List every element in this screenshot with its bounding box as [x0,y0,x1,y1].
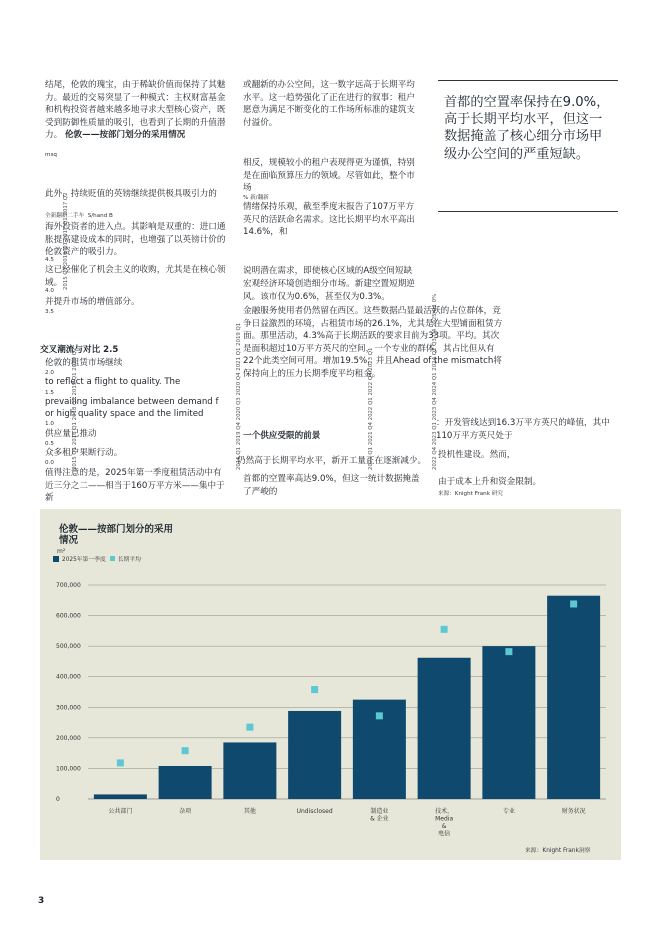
col1-paragraph-1: 结尾，伦敦的瑰宝，由于稀缺价值而保持了其魅力。最近的交易突显了一种模式：主权财富基金和机构投资者越来越多地寻求大型核心资产，既受到防御性质量的吸引，也看到了长期的升值潜力。 伦敦——按部门划分的采用情况 [45,80,226,141]
x-tick-label: & [441,823,447,830]
col1-ytick-05: 0.5 [45,441,54,447]
x-tick-label: Media [435,815,454,823]
quote-bottom-rule [438,211,618,212]
x-tick-label: 电信 [438,830,451,838]
col2-paragraph-5: 宏观经济环境创造细分市场。新建空置短期逆风。该市仅为0.6%，甚至仅为0.3%。 [243,279,415,302]
average-marker [376,712,383,719]
x-tick-label: 专业 [502,808,515,815]
col1-paragraph-9: 值得注意的是，2025年第一季度租赁活动中有近三分之二——相当于160万平方米——集中于新 [45,468,225,504]
chart-title: 伦敦——按部门划分的采用情况 [59,524,174,546]
col1-paragraph-2: 此外，持续贬值的英镑继续提供极具吸引力的 [45,189,217,199]
col1-paragraph-6: 伦敦的租赁市场继续 [45,358,123,368]
col1-ytick-35: 3.5 [45,309,54,315]
col1-ytick-10: 1.0 [45,421,54,427]
col2-small-label: % 新/翻新 [243,195,269,201]
pull-quote: 首都的空置率保持在9.0%，高于长期平均水平，但这一数据掩盖了核心细分市场甲级办公空间的严重短缺。 [444,95,610,162]
col1-ytick-40: 4.0 [45,288,54,294]
col1-paragraph-4: 这已经催化了机会主义的收购，尤其是在核心领域。 [45,265,226,288]
bar [159,766,212,799]
y-tick-label: 500,000 [56,643,81,651]
vertical-axis-labels-3: 2015 Q1 2019 Q4 2020 Q3 2020 Q4 2021 Q1 2019 Q1 [236,322,242,470]
col2-paragraph-1: 或翻新的办公空间，这一数字远高于长期平均水平。这一趋势强化了正在进行的叙事：租户愿意为满足不断变化的工作场所标准的建筑支付溢价。 [243,80,415,128]
bar [547,596,600,799]
x-tick-label: 公共部门 [108,808,133,815]
col1-english-2: prevailing imbalance between demand f [45,397,219,407]
x-tick-label: 制造业 [370,808,389,815]
average-marker [117,759,124,766]
x-tick-label: 杂项 [179,808,192,815]
x-tick-label: 其他 [243,808,256,815]
col1-paragraph-8: 众多租户果断行动。 [45,448,123,458]
x-tick-label: & 企业 [370,815,389,823]
y-tick-label: 700,000 [56,582,81,589]
y-tick-label: 600,000 [56,612,81,620]
y-tick-label: 300,000 [56,704,81,712]
bar [288,711,341,799]
col1-legend-small: 全新翻新二手车 S/hand B [45,213,113,219]
legend-label-1: 2025年第一季度 [62,557,106,563]
chart-panel [40,509,621,860]
chart-unit: m² [57,548,66,555]
col2-paragraph-7: 仍然高于长期平均水平，新开工量正在逐渐减少。 [237,456,427,466]
y-tick-label: 100,000 [56,765,81,773]
col1-ytick-15: 1.5 [45,390,54,396]
quote-top-rule [438,80,618,81]
col1-ytick-45: 4.5 [45,257,54,263]
bar [223,742,276,799]
col1-paragraph-7: 供应量已推动 [45,429,97,439]
col1-ytick-20: 2.0 [45,370,54,376]
x-tick-label: 技术， [435,808,454,815]
vertical-axis-labels-4: 2021 Q1 2021 Q4 2022 Q1 2022 Q4 2023 Q1 [368,347,374,470]
average-marker [182,747,189,754]
bar [94,794,147,799]
vertical-axis-labels-1: 2015 Q1 2016 Q1 2017 Q1 2017 Q2 [63,192,69,290]
col1-ytick-00: 0.0 [45,460,54,466]
x-tick-label: 财务状况 [561,808,586,815]
vertical-axis-labels-5: 2022 Q4 2023 Q1 2023 Q4 2024 Q1 2024 Q2 Q3 Q4 2025 Q1 0% [432,293,438,470]
col2-paragraph-2: 相反，规模较小的租户表现得更为谨慎，特别是在面临预算压力的领域。尽管如此，整个市场 [243,158,415,194]
col2-paragraph-6: 金融服务使用者仍然留在西区。这些数据凸显最活跃的占位群体，竞争日益激烈的环境，占租赁市场的26.1%，尤其是在大型铺面租赁方面。那里活动，4.3%高于长期活跃的要求目前为33项。平均。其次是面积超过10万平方英尺的空间，一个专业的群体，其占比但从有22个此类空间可用。增加19.5%，并且Ahead of the mismatch将保持向上的压力长期季度平均租金。 [243,306,503,379]
average-marker [505,648,512,655]
chart-source: 来源：Knight Frank洞察 [525,848,591,854]
vertical-axis-labels-2: 2015 Q1 2016 Q1 2018 Q1 2019 Q1 2019 Q2 [72,347,78,470]
bar [482,646,535,799]
average-marker [441,626,448,633]
average-marker [311,686,318,693]
col3-paragraph-2: 投机性建设。然而， [438,450,516,460]
col3-paragraph-1: ：开发管线达到16.3万平方英尺的峰值，其中110万平方英尺处于 [436,418,610,441]
col2-paragraph-4: 说明潜在需求，即使核心区域的A级空间短缺 [243,266,413,276]
col2-paragraph-3: 情绪保持乐观，截至季度末报告了107万平方英尺的活跃命名需求。这比长期平均水平高出14.6%，和 [243,202,415,238]
average-marker [246,724,253,731]
y-tick-label: 200,000 [56,734,81,742]
col2-heading: 一个供应受限的前景 [243,431,321,441]
average-marker [570,600,577,607]
col1-unit: msq [45,152,57,158]
col1-heading: 交叉潮流与对比 2.5 [40,345,119,355]
col1-english-1: to reflect a flight to quality. The [45,377,181,387]
col3-source: 来源：Knight Frank 研究 [438,491,503,497]
col1-paragraph-3: 海外投资者的进入点。其影响是双重的：进口通胀提高建设成本的同时，也增强了以英镑计价的伦敦资产的吸引力。 [45,222,226,258]
y-tick-label: 0 [56,796,60,803]
legend-label-2: 长期平均 [117,557,141,563]
col1-english-3: or high quality space and the limited [45,409,204,419]
y-tick-label: 400,000 [56,673,81,681]
col3-paragraph-3: 由于成本上升和资金限制。 [438,477,542,487]
bar [418,658,471,799]
col1-paragraph-5: 并提升市场的增值部分。 [45,297,140,307]
page-number: 3 [38,896,45,906]
chart-svg [40,509,621,860]
col2-paragraph-8: 首都的空置率高达9.0%，但这一统计数据掩盖了严峻的 [243,474,420,497]
x-tick-label: Undisclosed [296,808,333,815]
